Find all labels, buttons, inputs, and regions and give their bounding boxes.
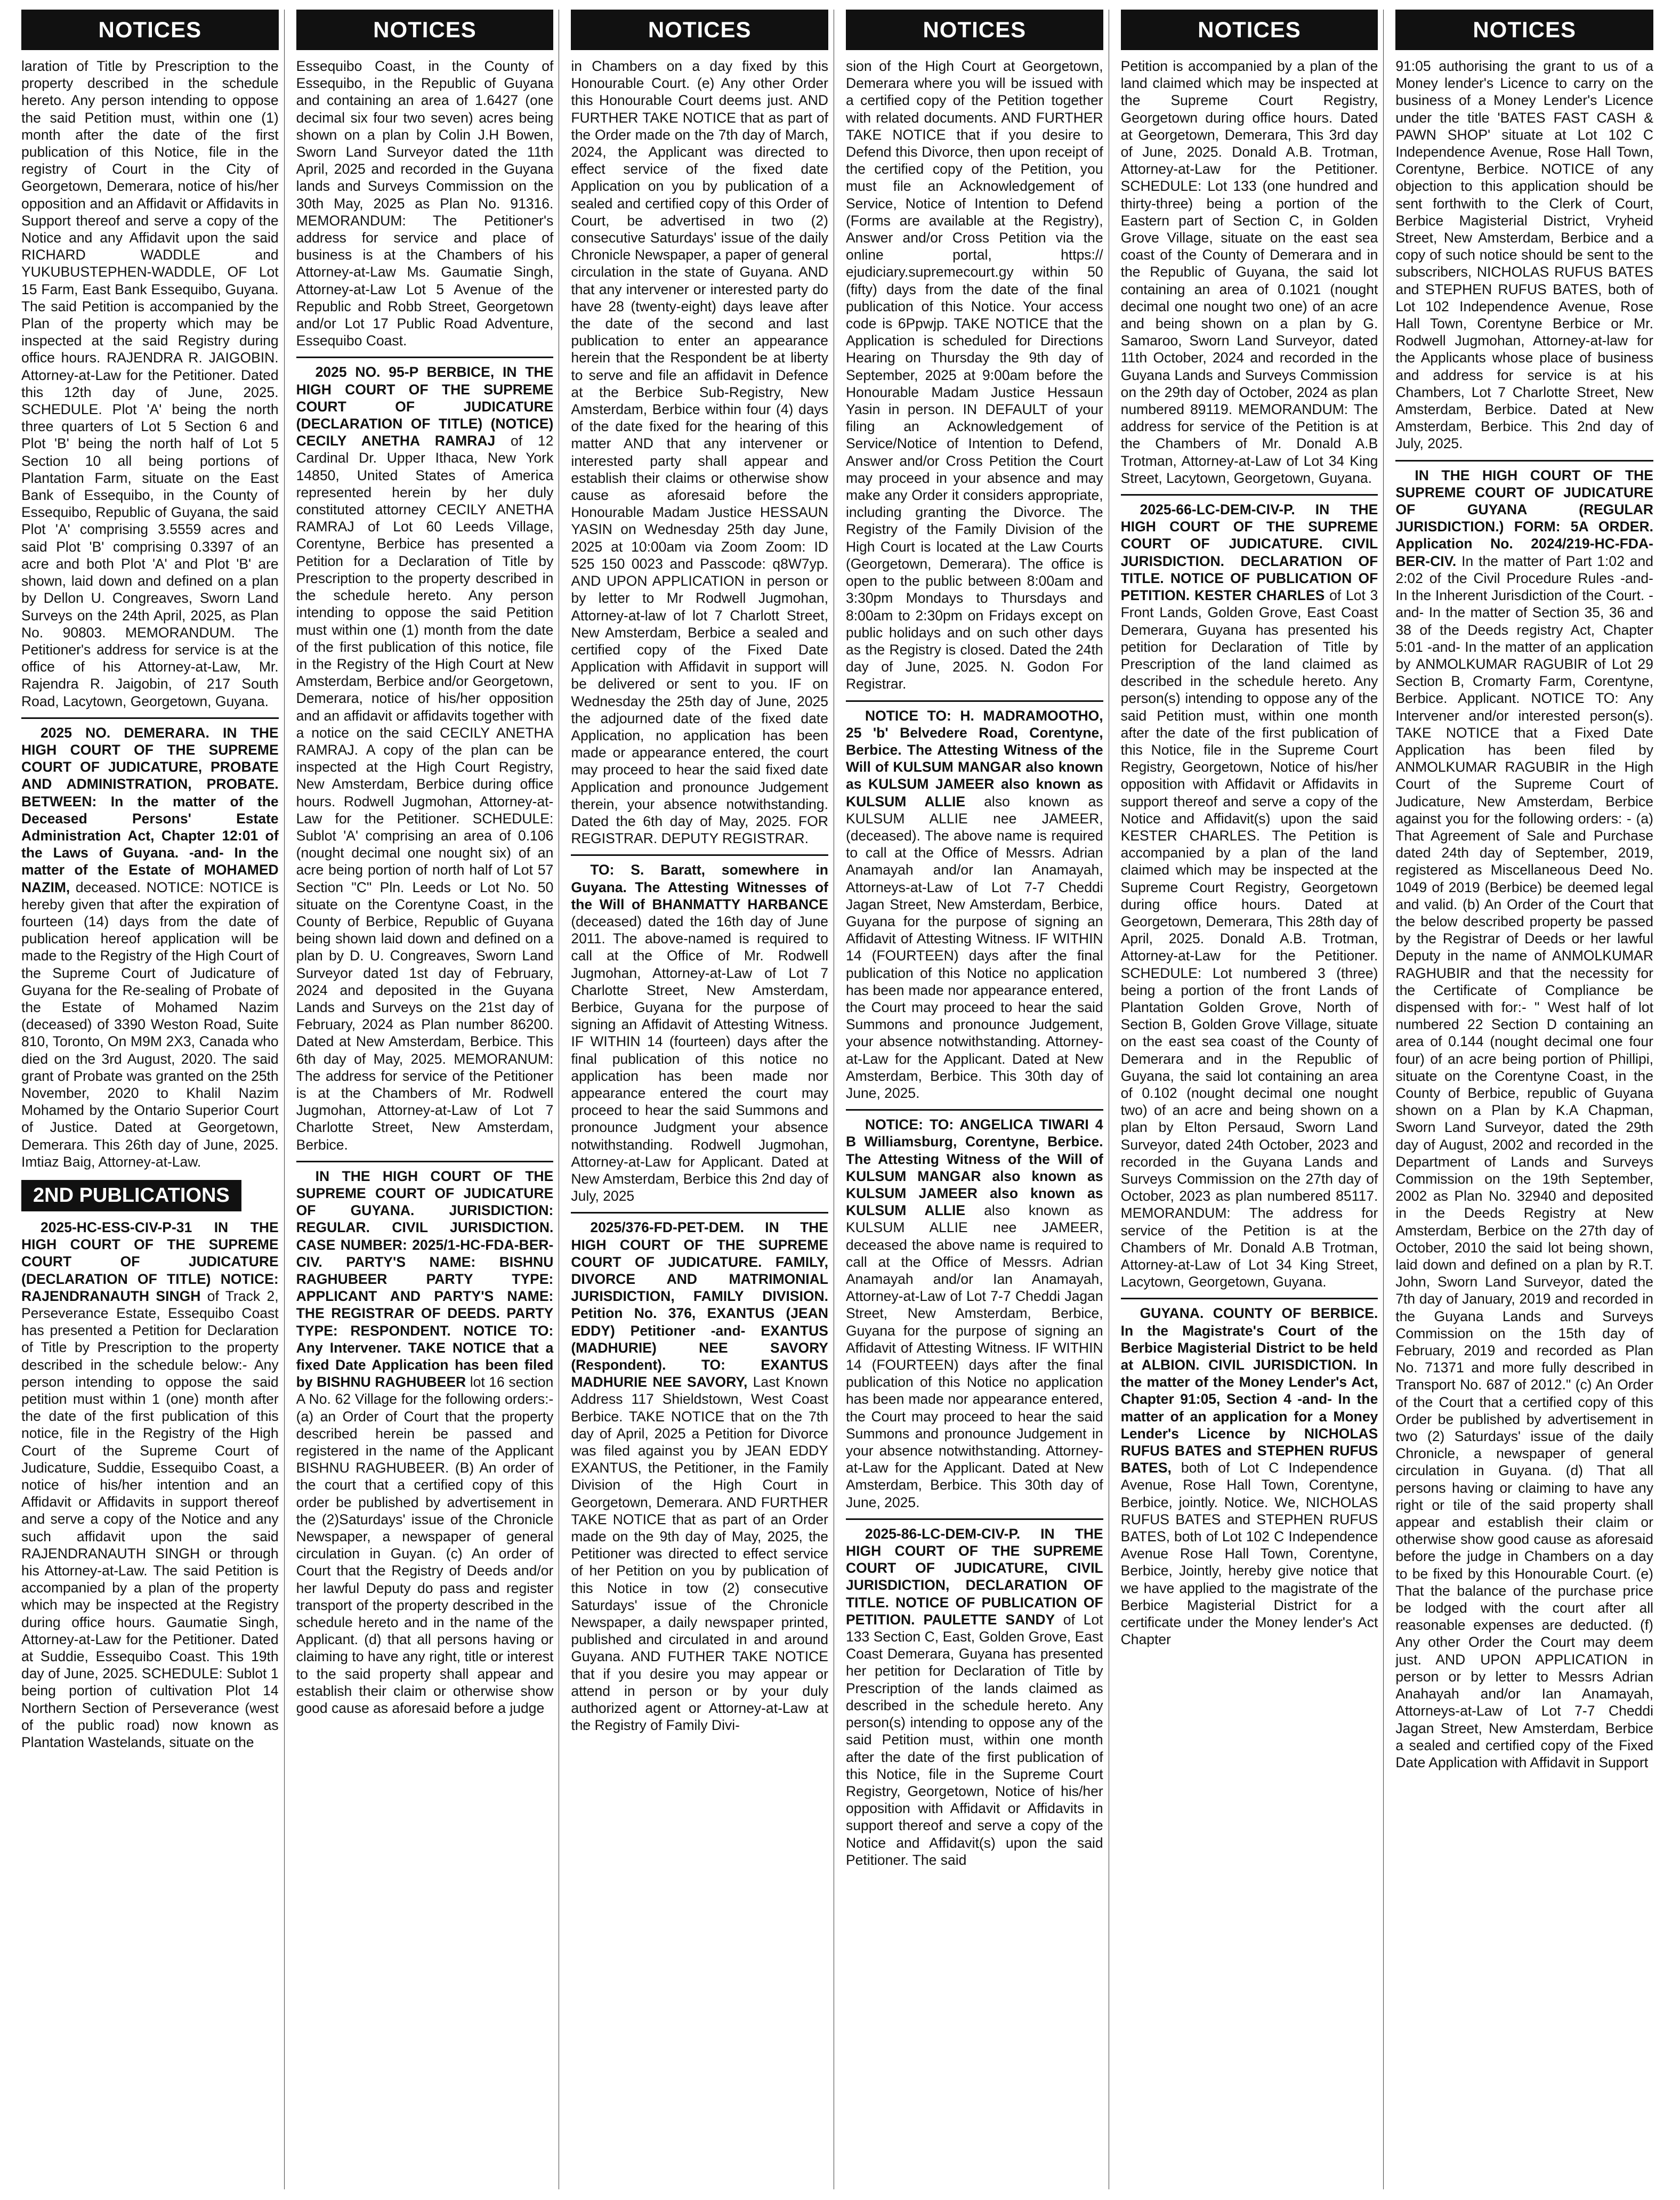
divider xyxy=(1121,494,1378,496)
notice-item xyxy=(571,1219,828,1734)
notice-body: Essequibo Coast, in the County of Essequibo, in the Republic of Guyana and containing an area of 1.6427 (one decimal six four two seven) acres being shown on a plan by Colin J.H Bowen, Sworn Land Surveyor dated the 11th April, 2025 and recorded in the Guyana lands and Surveys Commission on the 30th May, 2025 as Plan No. 91316. MEMORANDUM: The Petitioner's address for service and place of business is at the Chambers of his Attorney-at-Law Ms. Gaumatie Singh, Attorney-at-Law Lot 5 Avenue of the Republic and Robb Street, Georgetown and/or Lot 17 Public Road Adventure, Essequibo Coast. xyxy=(296,58,554,349)
column-5 xyxy=(1121,10,1384,2189)
notice-title: IN THE HIGH COURT OF THE SUPREME COURT OF JUDICATURE OF GUYANA. JURISDICTION: REGULAR. CIVIL JURISDICTION. CASE NUMBER: 2025/1-HC-FDA-BER-CIV. PARTY'S NAME: BISHNU RAGHUBEER PARTY TYPE: APPLICANT AND PARTY'S NAME: THE REGISTRAR OF DEEDS. PARTY TYPE: RESPONDENT. NOTICE TO: Any Intervener. TAKE NOTICE that a fixed Date Application has been filed by BISHNU RAGHUBEER xyxy=(296,1168,554,1390)
notice-body: of Track 2, Perseverance Estate, Essequibo Coast has presented a Petition for Declaration of Title by Prescription to the property described in the schedule below:- Any person intending to oppose the said petition must within 1 (one) month after the date of the first publication of this notice, file in the Registry of the High Court of the Supreme Court of Judicature, Suddie, Essequibo Coast, a notice of his/her intention and an Affidavit or Affidavits in support thereof and serve a copy of the Notice and any such affidavit upon the said RAJENDRANAUTH SINGH or through his Attorney-at-Law. The said Petition is accompanied by a plan of the property which may be inspected at the Registry during office hours. Gaumatie Singh, Attorney-at-Law for the Petitioner. Dated at Suddie, Essequibo Coast. This 19th day of June, 2025. SCHEDULE: Sublot 1 being portion of cultivation Plot 14 Northern Section of Perseverance (west of the public road) now known as Plantation Wastelands, situate on the xyxy=(21,1288,279,1751)
notice-body: Petition is accompanied by a plan of the land claimed which may be inspected at the Supreme Court Registry, Georgetown during office hours. Dated at Georgetown, Demerara, This 3rd day of June, 2025. Donald A.B. Trotman, Attorney-at-Law for the Petitioner. SCHEDULE: Lot 133 (one hundred and thirty-three) being a portion of the Eastern part of Section C, in Golden Grove Village, situate on the east sea coast of the County of Demerara and in the Republic of Guyana, the said lot containing an area of 0.1021 (nought decimal one nought two one) of an acre and being shown on a plan by G. Samaroo, Sworn Land Surveyor, dated 11th October, 2024 and recorded in the Guyana Lands and Surveys Commission on the 29th day of October, 2024 as plan numbered 89119. MEMORANDUM: The address for service of the Petition is at the Chambers of Mr. Donald A.B Trotman, Attorney-at-Law of Lot 34 King Street, Lacytown, Georgetown, Guyana. xyxy=(1120,58,1378,486)
notice-item xyxy=(296,1168,554,1717)
notice-body: 91:05 authorising the grant to us of a Money lender's Licence to carry on the business of a Money Lender's Licence under the title 'BATES FAST CASH & PAWN SHOP' situate at Lot 102 C Independence Avenue, Rose Hall Town, Corentyne, Berbice. NOTICE of any objection to this application should be sent forthwith to the Clerk of Court, Berbice Magisterial District, Vryheid Street, New Amsterdam, Berbice and a copy of such notice should be sent to the subscribers, NICHOLAS RUFUS BATES and STEPHEN RUFUS BATES, both of Lot 102 Independence Avenue, Rose Hall Town, Corentyne Berbice or Mr. Rodwell Jugmohan, Attorney-at-law for the Applicants whose place of business and address for service is at his Chambers, Lot 7 Charlotte Street, New Amsterdam, Berbice. Dated at New Amsterdam, Berbice. This 2nd day of July, 2025. xyxy=(1395,58,1653,452)
notice-body: both of Lot C Independence Avenue, Rose Hall Town, Corentyne, Berbice, jointly. Notice. We, NICHOLAS RUFUS BATES and STEPHEN RUFUS BATES, both of Lot 102 C Independence Avenue Rose Hall Town, Corentyne, Berbice, Jointly, hereby give notice that we have applied to the magistrate of the Berbice Magisterial District for a certificate under the Money lender's Act Chapter xyxy=(1120,1460,1378,1648)
notice-body: Last Known Address 117 Shieldstown, West Coast Berbice. TAKE NOTICE that on the 7th day of April, 2025 a Petition for Divorce was filed against you by JEAN EDDY EXANTUS, the Petitioner, in the Family Division of the High Court in Georgetown, Demerara. AND FURTHER TAKE NOTICE that as part of an Order made on the 9th day of May, 2025, the Petitioner was directed to effect service of her Petition on you by publication of this Notice in tow (2) consecutive Saturdays' issue of the Chronicle Newspaper, a daily newspaper printed, published and circulated in and around Guyana. AND FUTHER TAKE NOTICE that if you desire you may appear or attend in person or by your duly authorized agent or Attorney-at-Law at the Registry of Family Divi- xyxy=(571,1374,828,1734)
notice-body: of Lot 3 Front Lands, Golden Grove, East Coast Demerara, Guyana has presented his petition for Declaration of Title by Prescription of the land claimed as described in the schedule hereto. Any person(s) intending to oppose any of the said Petition must, within one month after the date of the first publication of this Notice, file in the Supreme Court Registry, Georgetown, Notice of his/her opposition with Affidavit or Affidavits in support thereof and serve a copy of the Notice and Affidavit(s) upon the said KESTER CHARLES. The Petition is accompanied by a plan of the land claimed which may be inspected at the Supreme Court Registry, Georgetown during office hours. Dated at Georgetown, Demerara, This 28th day of April, 2025. Donald A.B. Trotman, Attorney-at-Law for the Petitioner. SCHEDULE: Lot numbered 3 (three) being a portion of the front Lands of Plantation Golden Grove, North of Section B, Golden Grove Village, situate on the east sea coast of the County of Demerara and in the Republic of Guyana, the said lot containing an area of 0.102 (nought decimal one nought two) of an acre and being shown on a plan by Elton Persaud, Sworn Land Surveyor, dated 24th October, 2023 and recorded in the Guyana Lands and Surveys Commission on the 27th day of October, 2023 as plan numbered 85117. MEMORANDUM: The address for service of the Petition is at the Chambers of Mr. Donald A.B Trotman, Attorney-at-Law of Lot 34 King Street, Lacytown, Georgetown, Guyana. xyxy=(1120,587,1378,1290)
divider xyxy=(846,700,1103,702)
divider xyxy=(846,1518,1103,1520)
notice-title: 2025 NO. DEMERARA. IN THE HIGH COURT OF THE SUPREME COURT OF JUDICATURE, PROBATE AND ADMINISTRATION, PROBATE. BETWEEN: In the matter of the Deceased Persons' Estate Administration Act, Chapter 12:01 of the Laws of Guyana. -and- In the matter of the Estate of MOHAMED NAZIM, xyxy=(21,724,279,895)
notice-item xyxy=(846,707,1103,1102)
divider xyxy=(1121,1298,1378,1299)
notice-title: GUYANA. COUNTY OF BERBICE. In the Magistrate's Court of the Berbice Magisterial District to be held at ALBION. CIVIL JURISDICTION. In the matter of the Money Lender's Act, Chapter 91:05, Section 4 -and- In the matter of an application for a Money Lender's Licence by NICHOLAS RUFUS BATES and STEPHEN RUFUS BATES, xyxy=(1120,1305,1378,1476)
newspaper-page xyxy=(21,10,1659,2189)
notice-body: deceased. NOTICE: NOTICE is hereby given that after the expiration of fourteen (14) days from the date of publication hereof application will be made to the Registry of the High Court of the Supreme Court of Judicature of Guyana for the Re-sealing of Probate of the Estate of Mohamed Nazim (deceased) of 3390 Weston Road, Suite 810, Toronto, On M9M 2X3, Canada who died on the 3rd August, 2020. The said grant of Probate was granted on the 25th November, 2020 to Khalil Nazim Mohamed by the Ontario Superior Court of Justice. Dated at Georgetown, Demerara. This 26th day of June, 2025. Imtiaz Baig, Attorney-at-Law. xyxy=(21,879,279,1170)
notice-item xyxy=(21,1219,279,1751)
column-6 xyxy=(1395,10,1659,2189)
notice-title: NOTICE TO: H. MADRAMOOTHO, 25 'b' Belvedere Road, Corentyne, Berbice. The Attesting Witness of the Will of KULSUM MANGAR also known as KULSUM JAMEER also known as KULSUM ALLIE xyxy=(845,707,1103,810)
notice-title: 2025-HC-ESS-CIV-P-31 IN THE HIGH COURT OF THE SUPREME COURT OF JUDICATURE (DECLARATION OF TITLE) NOTICE: RAJENDRANAUTH SINGH xyxy=(21,1219,279,1304)
notice-body: sion of the High Court at Georgetown, Demerara where you will be issued with a certified copy of the Petition together with related documents. AND FURTHER TAKE NOTICE that if you desire to Defend this Divorce, then upon receipt of the certified copy of the Petition, you must file an Acknowledgement of Service, Notice of Intention to Defend (Forms are available at the Registry), Answer and/or Cross Petition via the online portal, https:// ejudiciary.supremecourt.gy within 50 (fifty) days from the date of the final publication of this Notice. Your access code is 6Ppwjp. TAKE NOTICE that the Application is scheduled for Directions Hearing on Thursday the 9th day of September, 2025 at 9:00am before the Honourable Madam Justice Hessaun Yasin in person. IN DEFAULT of your filing an Acknowledgement of Service/Notice of Intention to Defend, Answer and/or Cross Petition the Court may proceed in your absence and may make any Order it considers appropriate, including granting the Divorce. The Registry of the Family Division of the High Court is located at the Law Courts (Georgetown, Demerara). The office is open to the public between 8:00am and 3:30pm Mondays to Thursdays and 8:00am to 2:30pm on Fridays except on public holidays and on such other days as the Registry is closed. Dated the 24th day of June, 2025. N. Godon For Registrar. xyxy=(845,58,1103,692)
divider xyxy=(296,1161,554,1162)
second-publications-header: 2ND PUBLICATIONS xyxy=(21,1180,241,1211)
divider xyxy=(846,1109,1103,1111)
notice-body: of 12 Cardinal Dr. Upper Ithaca, New York 14850, United States of America represented herein by her duly constituted attorney CECILY ANETHA RAMRAJ of Lot 60 Leeds Village, Corentyne, Berbice has presented a Petition for a Declaration of Title by Prescription to the property described in the schedule hereto. Any person intending to oppose the said Petition must within one (1) month from the date of the first publication of this notice, file in the Registry of the High Court at New Amsterdam, Berbice and/or Georgetown, Demerara, notice of his/her opposition and an affidavit or affidavits together with a notice on the said CECILY ANETHA RAMRAJ. A copy of the plan can be inspected at the High Court Registry, New Amsterdam, Berbice during office hours. Rodwell Jugmohan, Attorney-at-Law for the Petitioner. SCHEDULE: Sublot 'A' comprising an area of 0.106 (nought decimal one nought six) of an acre being portion of north half of Lot 57 Section "C" Pln. Leeds or Lot No. 50 situate on the Corentyne Coast, in the County of Berbice, Republic of Guyana being shown laid down and defined on a plan by D. U. Congreaves, Sworn Land Surveyor dated 1st day of February, 2024 and deposited in the Guyana Lands and Surveys on the 21st day of February, 2024 as Plan number 86200. Dated at New Amsterdam, Berbice. This 6th day of May, 2025. MEMORANUM: The address for service of the Petitioner is at the Chambers of Mr. Rodwell Jugmohan, Attorney-at-Law of Lot 7 Charlotte Street, New Amsterdam, Berbice. xyxy=(296,433,554,1153)
notice-title: 2025-66-LC-DEM-CIV-P. IN THE HIGH COURT OF THE SUPREME COURT OF JUDICATURE. CIVIL JURISDICTION. DECLARATION OF TITLE. NOTICE OF PUBLICATION OF PETITION. KESTER CHARLES xyxy=(1120,502,1378,604)
notice-item xyxy=(1121,501,1378,1290)
column-3 xyxy=(571,10,834,2189)
notices-header: NOTICES xyxy=(296,10,554,50)
notice-item xyxy=(846,1525,1103,1869)
column-4 xyxy=(846,10,1109,2189)
notice-item xyxy=(1395,467,1653,1771)
notice-body: lot 16 section A No. 62 Village for the following orders:- (a) an Order of Court that the property described herein be passed and registered in the name of the Applicant BISHNU RAGHUBEER. (B) An order of the court that a certified copy of this order be published by advertisement in the (2)Saturdays' issue of the Chronicle Newspaper, a newspaper of general circulation in Guyan. (c) An order of Court that the Registry of Deeds and/or her lawful Deputy do pass and register transport of the property described in the schedule hereto and in the name of the Applicant. (d) that all persons having or claiming to have any right, title or interest to the said property shall appear and establish their claim or otherwise show good cause as aforesaid before a judge xyxy=(296,1374,554,1717)
notice-body: laration of Title by Prescription to the property described in the schedule hereto. Any person intending to oppose the said Petition must, within one (1) month after the date of the first publication of this Notice, file in the registry of Court in the City of Georgetown, Demerara, notice of his/her opposition and an Affidavit or Affidavits in Support thereof and serve a copy of the Notice and any Affidavit upon the said RICHARD WADDLE and YUKUBUSTEPHEN-WADDLE, OF Lot 15 Farm, East Bank Essequibo, Guyana. The said Petition is accompanied by the Plan of the property which may be inspected at the said Registry during office hours. RAJENDRA R. JAIGOBIN. Attorney-at-Law for the Petitioner. Dated this 12th day of June, 2025. SCHEDULE. Plot 'A' being the north three quarters of Lot 5 Section 6 and Plot 'B' being the north half of Lot 5 Section 10 all being portions of Plantation Farm, situate on the East Bank of Essequibo, in the County of Essequibo, Republic of Guyana, the said Plot 'A' comprising 3.5559 acres and said Plot 'B' comprising 0.3397 of an acre and both Plot 'A' and Plot 'B' are shown, laid down and defined on a plan by Dellon U. Congreaves, Sworn Land Surveys on the 24th April, 2025, as Plan No. 90803. MEMORANDUM. The Petitioner's address for service is at the office of his Attorney-at-Law, Mr. Rajendra R. Jaigobin, of 217 South Road, Lacytown, Georgetown, Guyana. xyxy=(21,58,279,709)
notice-body: In the matter of Part 1:02 and 2:02 of the Civil Procedure Rules -and- In the Inherent Jurisdiction of the Court. -and- In the matter of Section 35, 36 and 38 of the Deeds registry Act, Chapter 5:01 -and- In the matter of an application by ANMOLKUMAR RAGUBIR of Lot 29 Section B, Cromarty Farm, Corentyne, Berbice. Applicant. NOTICE TO: Any Intervener and/or interested person(s). TAKE NOTICE that a Fixed Date Application has been filed by ANMOLKUMAR RAGUBIR in the High Court of the Supreme Court of Judicature, New Amsterdam, Berbice against you for the following orders: - (a) That Agreement of Sale and Purchase dated 24th day of September, 2019, registered as Miscellaneous Deed No. 1049 of 2019 (Berbice) be deemed legal and valid. (b) An Order of the Court that the below described property be passed by the Registrar of Deeds or her lawful Deputy in the name of ANMOLKUMAR RAGHUBIR and that the necessity for the Certificate of Compliance be dispensed with for:- " West half of lot numbered 22 Section D containing an area of 0.144 (nought decimal one four four) of an acre being portion of Phillipi, situate on the Corentyne Coast, in the County of Berbice, republic of Guyana shown on a Plan by K.A Chapman, Sworn Land Surveyor, dated the 29th day of August, 2002 and recorded in the Department of Lands and Surveys Commission on the 19th September, 2002 as Plan No. 32940 and deposited in the Deeds Registry at New Amsterdam, Berbice on the 27th day of October, 2010 the said lot being shown, laid down and defined on a plan by R.T. John, Sworn Land Surveyor, dated the 7th day of January, 2019 and recorded in the Guyana Lands and Surveys Commission on the 15th day of February, 2019 and recorded as Plan No. 71371 and more fully described in Transport No. 687 of 2012." (c) An Order of the Court that a certified copy of this Order be published by advertisement in two (2) Saturdays' issue of the daily Chronicle, a newspaper of general circulation in Guyana. (d) That all persons having or claiming to have any right or tile of the said property shall appear and establish their claim or otherwise show good cause as aforesaid before the judge in Chambers on a day to be fixed by this Honourable Court. (e) That the balance of the purchase price be lodged with the court after all reasonable expenses are deducted. (f) Any other Order the Court may deem just. AND UPON APPLICATION in person or by letter to Messrs Adrian Anahayah and/or Ian Anamayah, Attorneys-at-Law of Lot 7-7 Cheddi Jagan Street, New Amsterdam, Berbice a sealed and certified copy of the Fixed Date Application with Affidavit in Support xyxy=(1395,553,1653,1770)
notices-header: NOTICES xyxy=(571,10,828,50)
notice-title: 2025 NO. 95-P BERBICE, IN THE HIGH COURT OF THE SUPREME COURT OF JUDICATURE (DECLARATION OF TITLE) (NOTICE) CECILY ANETHA RAMRAJ xyxy=(296,364,554,449)
divider xyxy=(1395,460,1653,462)
column-1 xyxy=(21,10,285,2189)
divider xyxy=(571,854,828,856)
column-2 xyxy=(296,10,560,2189)
notice-body: of Lot 133 Section C, East, Golden Grove, East Coast Demerara, Guyana has presented her petition for Declaration of Title by Prescription of the lands claimed as described in the schedule hereto. Any person(s) intending to oppose any of the said Petition must, within one month after the date of the first publication of this Notice, file in the Supreme Court Registry, Georgetown, Notice of his/her opposition with Affidavit or Affidavits in support thereof and serve a copy of the Notice and Affidavit(s) upon the said Petitioner. The said xyxy=(845,1611,1103,1868)
notice-item xyxy=(296,363,554,1153)
divider xyxy=(21,717,279,719)
notice-body: also known as KULSUM ALLIE nee JAMEER, (deceased). The above name is required to call at the Office of Messrs. Adrian Anamayah and/or Ian Anamayah, Attorneys-at-Law of Lot 7-7 Cheddi Jagan Street, New Amsterdam, Berbice, Guyana for the purpose of signing an Affidavit of Attesting Witness. IF WITHIN 14 (FOURTEEN) days after the final publication of this Notice no application has been made nor appearance entered, the Court may proceed to hear the said Summons and pronounce Judgement, your absence notwithstanding. Attorney-at-Law for the Applicant. Dated at New Amsterdam, Berbice. This 30th day of June, 2025. xyxy=(845,793,1103,1101)
divider xyxy=(296,357,554,358)
notice-title: IN THE HIGH COURT OF THE SUPREME COURT OF JUDICATURE OF GUYANA (REGULAR JURISDICTION.) FORM: 5A ORDER. Application No. 2024/219-HC-FDA-BER-CIV. xyxy=(1395,467,1653,569)
notice-body: also known as KULSUM ALLIE nee JAMEER, deceased the above name is required to call at the Office of Messrs. Adrian Anamayah and/or Ian Anamayah, Attorney-at-Law of Lot 7-7 Cheddi Jagan Street, New Amsterdam, Berbice, Guyana for the purpose of signing an Affidavit of Attesting Witness. IF WITHIN 14 (FOURTEEN) days after the final publication of this Notice no application has been made nor appearance entered, the Court may proceed to hear the said Summons and pronounce Judgement in your absence notwithstanding. Attorney-at-Law for the Applicant. Dated at New Amsterdam, Berbice. This 30th day of June, 2025. xyxy=(845,1202,1103,1510)
notice-body: (deceased) dated the 16th day of June 2011. The above-named is required to call at the Office of Mr. Rodwell Jugmohan, Attorney-at-Law of Lot 7 Charlotte Street, New Amsterdam, Berbice, Guyana for the purpose of signing an Affidavit of Attesting Witness. IF WITHIN 14 (fourteen) days after the final publication of this notice no application has been made nor appearance entered the court may proceed to hear the said Summons and pronounce Judgment your absence notwithstanding. Rodwell Jugmohan, Attorney-at-Law for Applicant. Dated at New Amsterdam, Berbice this 2nd day of July, 2025 xyxy=(571,913,828,1204)
notices-header: NOTICES xyxy=(1121,10,1378,50)
notice-title: 2025-86-LC-DEM-CIV-P. IN THE HIGH COURT OF THE SUPREME COURT OF JUDICATURE, CIVIL JURISDICTION, DECLARATION OF TITLE. NOTICE OF PUBLICATION OF PETITION. PAULETTE SANDY xyxy=(845,1525,1103,1628)
divider xyxy=(571,1212,828,1214)
notice-title: TO: S. Baratt, somewhere in Guyana. The Attesting Witnesses of the Will of BHANMATTY HARBANCE xyxy=(571,862,828,912)
notices-header: NOTICES xyxy=(846,10,1103,50)
notice-title: NOTICE: TO: ANGELICA TIWARI 4 B Williamsburg, Corentyne, Berbice. The Attesting Witness of the Will of KULSUM MANGAR also known as KULSUM JAMEER also known as KULSUM ALLIE xyxy=(845,1117,1103,1219)
notice-item xyxy=(21,724,279,1170)
notice-item xyxy=(846,1116,1103,1511)
notices-header: NOTICES xyxy=(21,10,279,50)
notices-header: NOTICES xyxy=(1395,10,1653,50)
notice-title: 2025/376-FD-PET-DEM. IN THE HIGH COURT OF THE SUPREME COURT OF JUDICATURE. FAMILY, DIVORCE AND MATRIMONIAL JURISDICTION, FAMILY DIVISION. Petition No. 376, EXANTUS (JEAN EDDY) Petitioner -and- EXANTUS (MADHURIE) NEE SAVORY (Respondent). TO: EXANTUS MADHURIE NEE SAVORY, xyxy=(571,1219,828,1390)
notice-body: in Chambers on a day fixed by this Honourable Court. (e) Any other Order this Honourable Court deems just. AND FURTHER TAKE NOTICE that as part of the Order made on the 7th day of March, 2024, the Applicant was directed to effect service of the fixed date Application on you by publication of a sealed and certified copy of this Order of Court, be advertised in two (2) consecutive Saturdays' issue of the daily Chronicle Newspaper, a paper of general circulation in the state of Guyana. AND that any intervener or interested party do have 28 (twenty-eight) days leave after the date of the second and last publication to enter an appearance herein that the Respondent be at liberty to serve and file an affidavit in Defence at the Berbice Sub-Registry, New Amsterdam, Berbice within four (4) days of the date fixed for the hearing of this matter AND that any intervener or interested party shall appear and establish their claims or otherwise show cause as aforesaid before the Honourable Madam Justice HESSAUN YASIN on Wednesday 25th day June, 2025 at 10:00am via Zoom Zoom: ID 525 150 0023 and Passcode: q8W7yp. AND UPON APPLICATION in person or by letter to Mr Rodwell Jugmohan, Attorney-at-law of lot 7 Charlott Street, New Amsterdam, Berbice a sealed and certified copy of the Fixed Date Application with Affidavit in support will be delivered or sent to you. IF on Wednesday the 25th day of June, 2025 the adjourned date of the fixed date Application, no application has been made or appearance entered, the court may proceed to hear the said fixed date Application and pronounce Judgement therein, your absence notwithstanding. Dated the 6th day of May, 2025. FOR REGISTRAR. DEPUTY REGISTRAR. xyxy=(571,58,828,847)
notice-item xyxy=(1121,1305,1378,1648)
notice-item xyxy=(571,861,828,1204)
